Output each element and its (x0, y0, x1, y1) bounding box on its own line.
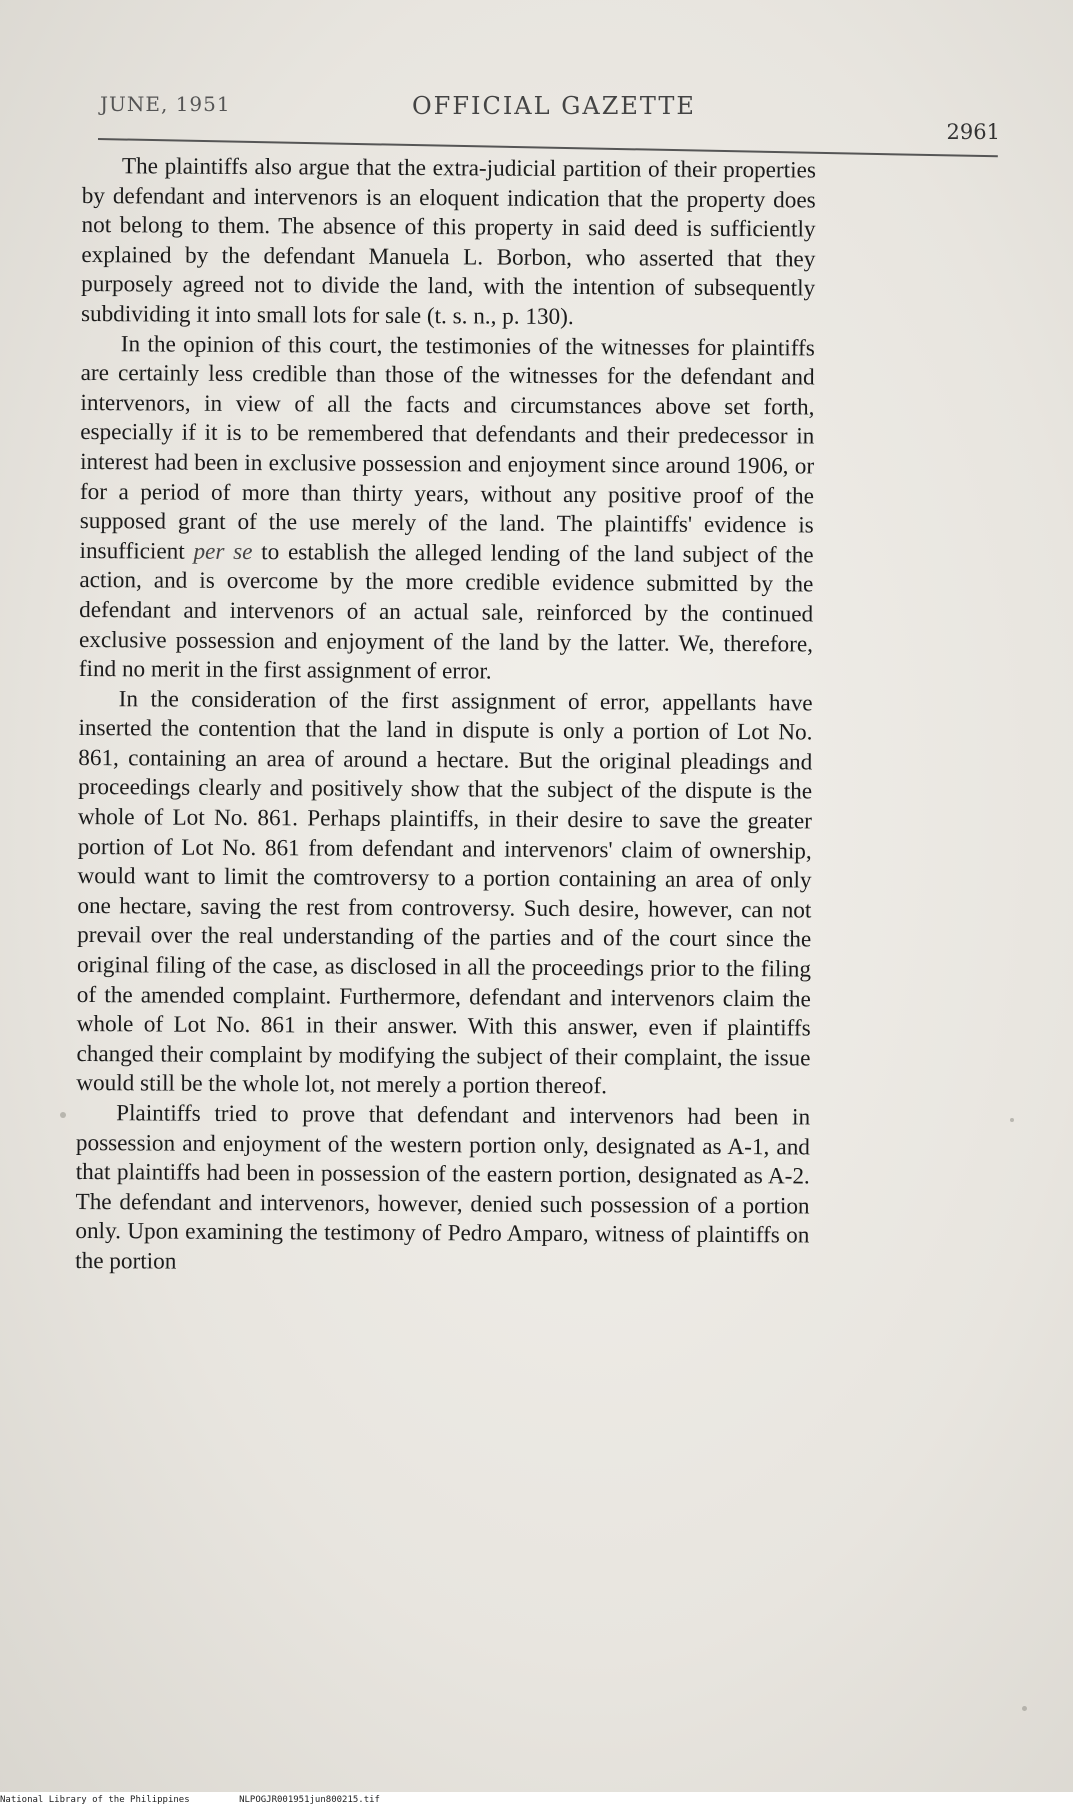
page-header (100, 92, 1000, 144)
paragraph-2 (79, 330, 815, 690)
paragraph-4: Plaintiffs tried to prove that defendant and intervenors had been in possession and enjoyment of the western portion only, designated as A-1, and that plaintiffs had been in possession of the eastern portion, designated as A-2. The defendant and intervenors, however, denied such possession of a portion only. Upon examining the testimony of Pedro Amparo, witness of plaintiffs on the portion (75, 1100, 811, 1275)
page-number: 2961 (946, 120, 1000, 144)
scan-footer (0, 1792, 1073, 1808)
footer-file: NLPOGJR001951jun800215.tif (239, 1795, 380, 1805)
paragraph-1: The plaintiffs also argue that the extra-judicial partition of their properties by defendant and intervenors is an eloquent indication that the property does not belong to them. The absence of this property in said deed is sufficiently explained by the defendant Manuela L. Borbon, who asserted that they purposely agreed not to divide the land, with the intention of subsequently subdividing it into small lots for sale (t. s. n., p. 130). (80, 153, 816, 330)
footer-source: National Library of the Philippines (0, 1795, 190, 1805)
header-date: JUNE, 1951 (100, 92, 231, 116)
scan-speck (1010, 1118, 1014, 1122)
paragraph-2-text-a: In the opinion of this court, the testimonies of the witnesses for plaintiffs are certainly less credible than those of the witnesses for the defendant and intervenors, in view of all the facts and circumstances above set forth, especially if it is to be remembered that defendants and their predecessor in interest had been in exclusive possession and enjoyment since around 1906, or for a period of more than thirty years, without any positive proof of the supposed grant of the use merely of the land. The plaintiffs' evidence is insufficient (79, 330, 815, 565)
scan-speck (60, 1112, 66, 1118)
paragraph-3: In the consideration of the first assignment of error, appellants have inserted the contention that the land in dispute is only a portion of Lot No. 861, containing an area of around a hectare. But the original pleadings and proceedings clearly and positively show that the subject of the dispute is the whole of Lot No. 861. Perhaps plaintiffs, in their desire to save the greater portion of Lot No. 861 from defendant and intervenors' claim of ownership, would want to limit the comtroversy to a portion containing an area of only one hectare, saving the rest from controversy. Such desire, however, can not prevail over the real understanding of the parties and of the court since the original filing of the case, as disclosed in all the proceedings prior to the filing of the amended complaint. Furthermore, defendant and intervenors claim the whole of Lot No. 861 in their answer. With this answer, even if plaintiffs changed their complaint by modifying the subject of their complaint, the issue would still be the whole lot, not merely a portion thereof. (76, 685, 813, 1100)
scan-speck (1022, 1706, 1027, 1711)
header-title: OFFICIAL GAZETTE (412, 92, 696, 120)
latin-phrase-per-se: per se (193, 538, 253, 565)
paragraph-2-text-b: to establish the alleged lending of the land subject of the action, and is overcome by the more credible evidence submitted by the defendant and intervenors of an actual sale, reinforced by the continued exclusive possession and enjoyment of the land by the latter. We, therefore, find no merit in the first assignment of error. (78, 538, 814, 685)
body-text (75, 152, 816, 1281)
